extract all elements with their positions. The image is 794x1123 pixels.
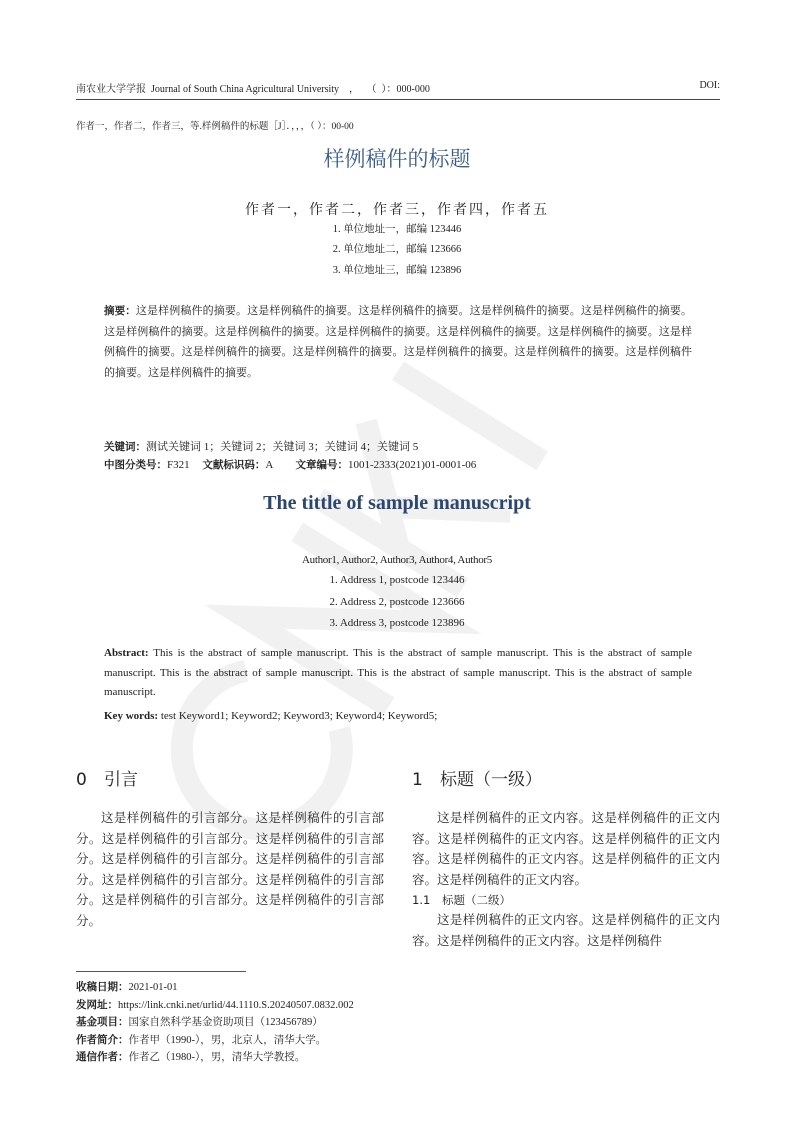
running-header — [76, 80, 720, 100]
abstract-text: 这是样例稿件的摘要。这是样例稿件的摘要。这是样例稿件的摘要。这是样例稿件的摘要。这是样例稿件的摘要。这是样例稿件的摘要。这是样例稿件的摘要。这是样例稿件的摘要。这是样例稿件的摘要。这是样例稿件的摘要。这是样例稿件的摘要。这是样例稿件的摘要。这是样例稿件的摘要。这是样例稿件的摘要。这是样例稿件的摘要。这是样例稿件的摘要。这是样例稿件的摘要。 — [104, 305, 692, 379]
affiliation-en: 1. Address 1, postcode 123446 — [329, 574, 465, 586]
subsection-body: 这是样例稿件的正文内容。这是样例稿件的正文内容。这是样例稿件的正文内容。这是样例稿件 — [412, 913, 720, 948]
footnote-label: 基金项目： — [76, 1016, 129, 1028]
section-title: 引言 — [104, 770, 138, 790]
footnote-text: 作者乙（1980-），男，清华大学教授。 — [128, 1052, 306, 1063]
clc-label: 中图分类号： — [104, 459, 167, 471]
affiliation-en: 2. Address 2, postcode 123666 — [329, 596, 465, 608]
affiliation-cn: 1. 单位地址一，邮编 123446 — [332, 224, 462, 235]
footnote-label: 收稿日期： — [76, 981, 129, 993]
watermark-letter-i — [398, 371, 542, 461]
affiliation-en: 3. Address 3, postcode 123896 — [329, 617, 465, 629]
keywords-text: 测试关键词 1；关键词 2；关键词 3；关键词 4；关键词 5 — [146, 441, 419, 453]
footnote-label: 通信作者： — [76, 1051, 129, 1063]
footnote-author-bio — [76, 1032, 354, 1050]
title-en: The tittle of sample manuscript — [263, 492, 531, 514]
section-title: 标题（一级） — [440, 770, 542, 790]
section-heading — [412, 765, 720, 790]
doc-code-value: A — [265, 459, 273, 471]
keywords-en-label: Key words: — [104, 709, 159, 722]
article-no-label: 文章编号： — [295, 459, 348, 471]
keywords-label: 关键词： — [104, 441, 146, 453]
abstract-en-text: This is the abstract of sample manuscript. This is the abstract of sample manuscript. This is the abstract of sample manuscript. This is the abstract of sample manuscript. This is the abstract of sample manuscript. This is the abstract of sample manuscript. — [104, 647, 692, 698]
keywords-en-text: test Keyword1; Keyword2; Keyword3; Keyword4; Keyword5; — [158, 709, 438, 722]
subsection-heading — [412, 890, 720, 910]
footnote-url — [76, 997, 354, 1015]
abstract-cn — [104, 301, 692, 383]
section-number: 1 — [412, 770, 423, 790]
footnote-fund — [76, 1014, 354, 1032]
footnote-rule — [76, 971, 246, 972]
classification — [104, 457, 476, 472]
section-1 — [412, 765, 720, 951]
footnote-corresponding — [76, 1049, 354, 1067]
footnote-text: 作者甲（1990-），男，北京人，清华大学。 — [128, 1034, 327, 1046]
authors-en: Author1, Author2, Author3, Author4, Author5 — [302, 554, 492, 566]
authors-cn: 作者一，作者二，作者三，作者四，作者五 — [245, 203, 549, 218]
section-number: 0 — [76, 770, 87, 790]
section-body: 这是样例稿件的正文内容。这是样例稿件的正文内容。这是样例稿件的正文内容。这是样例稿件的正文内容。这是样例稿件的正文内容。这是样例稿件的正文内容。这是样例稿件的正文内容。 — [412, 811, 720, 887]
doi-label: DOI: — [699, 80, 720, 91]
footnote-text: 2021-01-01 — [128, 982, 178, 993]
keywords-en — [104, 707, 692, 727]
footnote-label: 作者简介： — [76, 1033, 129, 1046]
footnote-link[interactable]: https://link.cnki.net/urlid/44.1110.S.20240507.0832.002 — [118, 999, 354, 1011]
abstract-label: 摘要： — [104, 305, 136, 317]
subsection-number: 1.1 — [412, 893, 431, 907]
subsection-title: 标题（二级） — [442, 893, 511, 907]
title-cn: 样例稿件的标题 — [323, 147, 471, 171]
keywords-cn — [104, 438, 418, 454]
section-intro — [76, 765, 384, 931]
affiliation-cn: 3. 单位地址三，邮编 123896 — [332, 265, 462, 276]
journal-name: 南农业大学学报 Journal of South China Agricultural University ， （ ）：000-000 — [76, 84, 430, 95]
abstract-en-label: Abstract: — [104, 647, 149, 659]
citation: 作者一，作者二，作者三，等.样例稿件的标题［J］．，，，（ ）：00-00 — [76, 122, 354, 132]
footnote-text: 国家自然科学基金资助项目（123456789） — [128, 1017, 323, 1028]
article-no-value: 1001-2333(2021)01-0001-06 — [347, 459, 477, 471]
footnote-label: 发网址： — [76, 998, 118, 1011]
affiliation-cn: 2. 单位地址二，邮编 123666 — [332, 244, 462, 255]
footnote-received — [76, 979, 354, 997]
abstract-en — [104, 644, 692, 703]
abstract-en-block — [104, 644, 692, 726]
section-body: 这是样例稿件的引言部分。这是样例稿件的引言部分。这是样例稿件的引言部分。这是样例稿件的引言部分。这是样例稿件的引言部分。这是样例稿件的引言部分。这是样例稿件的引言部分。这是样例稿件的引言部分。这是样例稿件的引言部分。这是样例稿件的引言部分。 — [76, 811, 384, 928]
clc-value: F321 — [167, 459, 190, 471]
section-heading — [76, 765, 384, 790]
footnotes — [76, 979, 354, 1067]
doc-code-label: 文献标识码： — [202, 459, 266, 471]
